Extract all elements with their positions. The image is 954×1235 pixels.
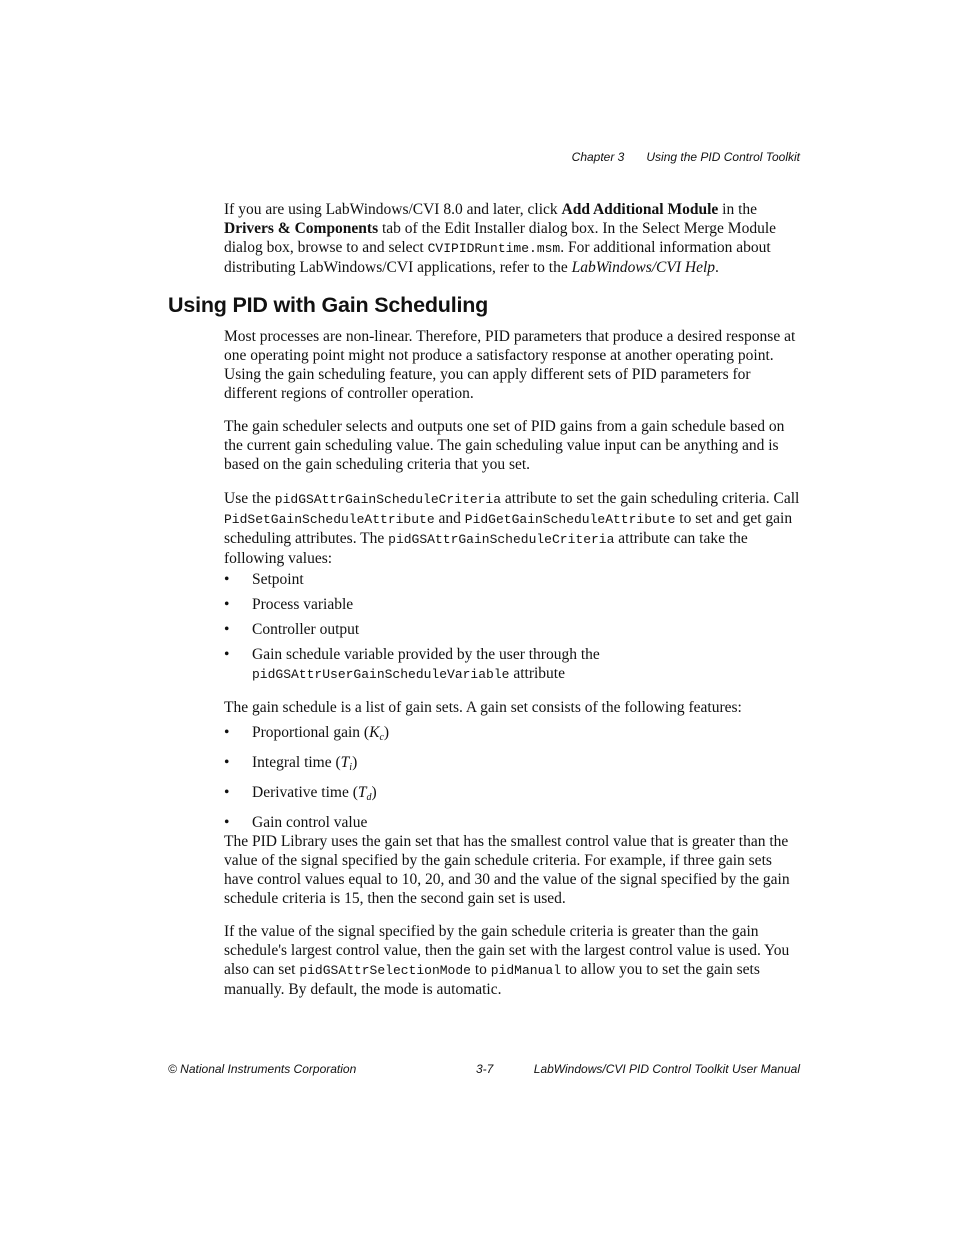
footer-copyright: © National Instruments Corporation [168,1062,357,1076]
chapter-title: Using the PID Control Toolkit [646,150,800,164]
criteria-values-list [224,570,804,690]
paragraph-scheduler [224,417,804,474]
chapter-label: Chapter 3 [571,150,625,164]
subscript: c [379,732,384,743]
text-span: ) [371,784,377,801]
paragraph-text: Most processes are non-linear. Therefore, PID parameters that produce a desired response at one operating point might not produce a satisfactory response at another operating point. Using the gain scheduling feature, you can apply different sets of PID parameters for different regions of controller operation. [224,328,796,402]
running-header [572,150,800,164]
paragraph-selection-mode [224,922,804,999]
text-span: If the value of the signal specified by the gain schedule criteria is greater than the gain schedule's largest control value, then the gain set with the largest control value is used. You also can set [224,923,790,978]
list-item [224,783,804,807]
drivers-components-label: Drivers & Components [224,220,379,237]
text-span: attribute [509,665,565,682]
text-span: . [715,259,719,276]
list-item [224,753,804,777]
list-item [224,645,804,684]
text-span: to set and get gain scheduling attributes. The [224,510,793,547]
intro-paragraph [224,200,804,277]
text-span: If you are using LabWindows/CVI 8.0 and later, click [224,201,562,218]
footer-manual-title: LabWindows/CVI PID Control Toolkit User Manual [533,1062,800,1076]
subscript: i [349,762,353,773]
text-span: Integral time ( [252,754,341,771]
help-reference: LabWindows/CVI Help [571,259,716,276]
code-criteria-attr: pidGSAttrGainScheduleCriteria [388,532,615,547]
text-span: Use the [224,490,275,507]
code-user-variable-attr: pidGSAttrUserGainScheduleVariable [252,667,510,682]
code-set-function: PidSetGainScheduleAttribute [224,512,435,527]
text-span: ) [352,754,358,771]
list-item [224,723,804,747]
text-span: to [470,961,491,978]
subscript: d [366,792,372,803]
code-pid-manual: pidManual [490,963,561,978]
text-span: Proportional gain ( [252,724,370,741]
gain-set-features-list [224,723,804,838]
code-criteria-attr: pidGSAttrGainScheduleCriteria [274,492,502,507]
code-get-function: PidGetGainScheduleAttribute [464,512,676,527]
list-item: • Process variable [224,595,804,614]
symbol: K [369,724,380,741]
paragraph-nonlinear [224,327,804,403]
text-span: . For additional information about distributing LabWindows/CVI applications, refer to the [224,239,771,276]
add-additional-module-label: Add Additional Module [561,201,719,218]
text-span: Gain schedule variable provided by the user through the [252,646,600,663]
paragraph-gain-set-selection [224,832,804,908]
paragraph-text: The PID Library uses the gain set that has the smallest control value that is greater than the value of the signal specified by the gain schedule criteria. For example, if three gain sets have control values equal to 10, 20, and 30 and the value of the signal specified by the gain schedule criteria is 15, then the second gain set is used. [224,833,790,907]
section-heading: Using PID with Gain Scheduling [168,293,489,317]
symbol: T [357,784,367,801]
paragraph-text: The gain schedule is a list of gain sets. A gain set consists of the following features: [224,699,742,716]
text-span: Derivative time ( [252,784,358,801]
paragraph-gain-schedule [224,698,804,717]
text-span: to allow you to set the gain sets manually. By default, the mode is automatic. [224,961,760,998]
list-item: • Setpoint [224,570,804,589]
text-span: ) [383,724,390,741]
text-span: attribute to set the gain scheduling criteria. Call [501,490,800,507]
text-span: in the [718,201,758,218]
paragraph-text: The gain scheduler selects and outputs one set of PID gains from a gain schedule based on the current gain scheduling value. The gain scheduling value input can be anything and is based on the gain scheduling criteria that you set. [224,418,785,473]
paragraph-criteria [224,489,804,568]
list-item: • Gain control value [224,813,804,832]
symbol: T [340,754,350,771]
list-item: • Controller output [224,620,804,639]
code-selection-mode-attr: pidGSAttrSelectionMode [299,963,471,978]
text-span: and [434,510,465,527]
footer-page-number: 3-7 [476,1062,494,1076]
text-span: tab of the Edit Installer dialog box. In the Select Merge Module dialog box, browse to and select [224,220,777,256]
code-runtime-msm: CVIPIDRuntime.msm [427,241,561,256]
text-span: attribute can take the following values: [224,530,748,567]
